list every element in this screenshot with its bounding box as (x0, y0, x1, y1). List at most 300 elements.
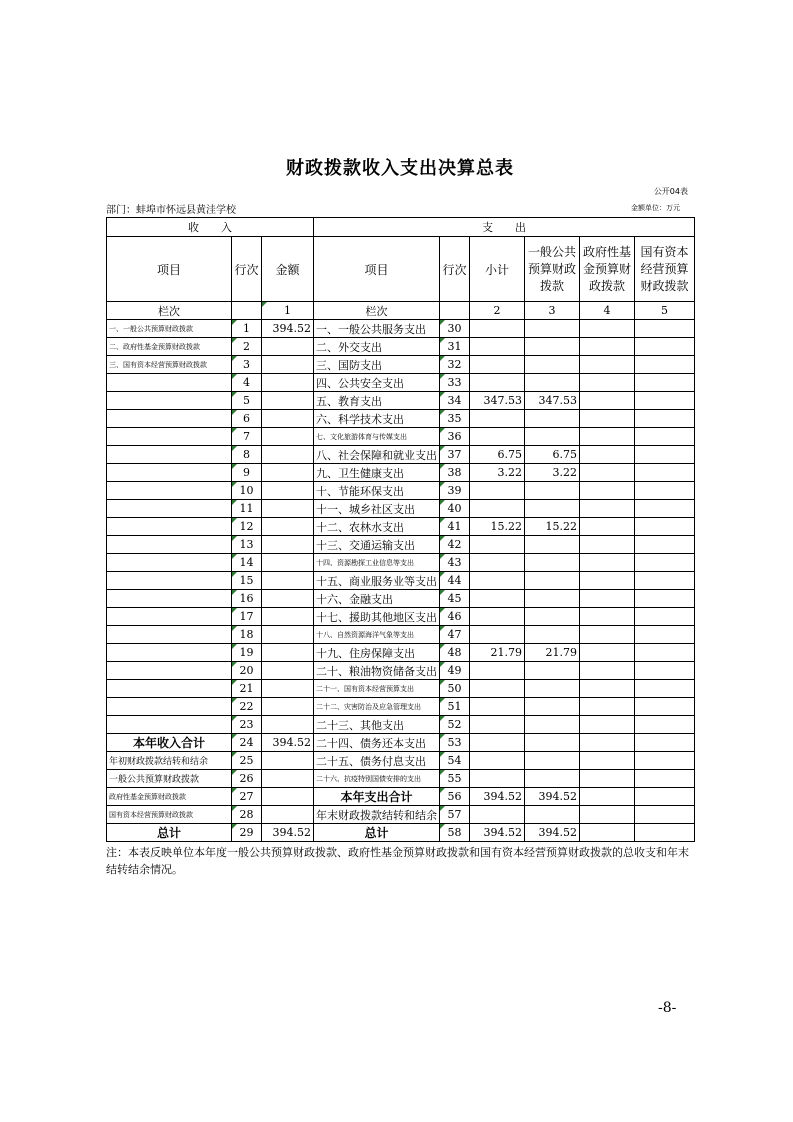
meta-row (106, 199, 694, 217)
table-row (107, 680, 695, 698)
general-budget-cell: 347.53 (525, 392, 580, 410)
state-capital-cell (635, 554, 695, 572)
income-row-no-header: 行次 (232, 237, 262, 302)
expense-row-no-cell: 56 (440, 788, 470, 806)
expense-row-no-cell: 50 (440, 680, 470, 698)
income-item-cell (107, 410, 232, 428)
table-row (107, 410, 695, 428)
state-capital-cell (635, 572, 695, 590)
table-row (107, 518, 695, 536)
income-amount-cell (262, 518, 314, 536)
colnum-2: 2 (470, 302, 525, 320)
income-amount-cell (262, 446, 314, 464)
income-amount-cell (262, 698, 314, 716)
state-capital-cell (635, 428, 695, 446)
income-item-cell: 本年收入合计 (107, 734, 232, 752)
state-capital-cell (635, 356, 695, 374)
expense-row-no-cell: 57 (440, 806, 470, 824)
subtotal-cell: 394.52 (470, 824, 525, 842)
state-capital-cell (635, 500, 695, 518)
state-capital-cell (635, 590, 695, 608)
expense-item-cell: 二十三、其他支出 (314, 716, 440, 734)
income-row-no-cell: 1 (232, 320, 262, 338)
income-row-no-cell: 10 (232, 482, 262, 500)
income-item-cell (107, 464, 232, 482)
general-budget-cell (525, 410, 580, 428)
table-row (107, 590, 695, 608)
gov-fund-cell (580, 554, 635, 572)
general-budget-cell (525, 482, 580, 500)
income-amount-cell (262, 572, 314, 590)
expense-item-cell: 二十一、国有资本经营预算支出 (314, 680, 440, 698)
subtotal-cell (470, 320, 525, 338)
general-budget-cell (525, 680, 580, 698)
expense-row-no-cell: 48 (440, 644, 470, 662)
income-item-cell (107, 536, 232, 554)
gov-fund-cell (580, 536, 635, 554)
expense-item-cell: 二十、粮油物资储备支出 (314, 662, 440, 680)
state-capital-cell (635, 338, 695, 356)
income-item-cell (107, 644, 232, 662)
expense-row-no-cell: 45 (440, 590, 470, 608)
income-item-cell: 总计 (107, 824, 232, 842)
income-row-no-cell: 22 (232, 698, 262, 716)
subtotal-cell (470, 356, 525, 374)
expense-item-cell: 十八、自然资源海洋气象等支出 (314, 626, 440, 644)
table-row (107, 608, 695, 626)
income-row-no-cell: 11 (232, 500, 262, 518)
subtotal-cell (470, 734, 525, 752)
table-row (107, 536, 695, 554)
subtotal-cell: 347.53 (470, 392, 525, 410)
income-item-cell: 年初财政拨款结转和结余 (107, 752, 232, 770)
state-capital-header: 国有资本经营预算财政拨款 (635, 237, 695, 302)
expense-item-cell: 十一、城乡社区支出 (314, 500, 440, 518)
income-amount-cell (262, 644, 314, 662)
income-item-cell (107, 608, 232, 626)
income-amount-cell (262, 590, 314, 608)
state-capital-cell (635, 752, 695, 770)
table-row (107, 482, 695, 500)
colnum-blank-2 (440, 302, 470, 320)
general-budget-cell: 21.79 (525, 644, 580, 662)
subtotal-cell (470, 752, 525, 770)
gov-fund-header: 政府性基金预算财政拨款 (580, 237, 635, 302)
gov-fund-cell (580, 410, 635, 428)
income-row-no-cell: 4 (232, 374, 262, 392)
state-capital-cell (635, 824, 695, 842)
colnum-4: 4 (580, 302, 635, 320)
table-row (107, 752, 695, 770)
income-item-cell: 政府性基金预算财政拨款 (107, 788, 232, 806)
expense-item-cell: 二十五、债务付息支出 (314, 752, 440, 770)
table-row (107, 392, 695, 410)
income-item-cell: 一、一般公共预算财政拨款 (107, 320, 232, 338)
colnum-5: 5 (635, 302, 695, 320)
income-row-no-cell: 15 (232, 572, 262, 590)
general-budget-cell (525, 662, 580, 680)
income-item-cell (107, 572, 232, 590)
income-item-cell: 二、政府性基金预算财政拨款 (107, 338, 232, 356)
expense-item-cell: 十六、金融支出 (314, 590, 440, 608)
general-budget-cell (525, 536, 580, 554)
table-note: 注：本表反映单位本年度一般公共预算财政拨款、政府性基金预算财政拨款和国有资本经营预算财政拨款的总收支和年末结转结余情况。 (106, 846, 689, 876)
general-budget-cell (525, 356, 580, 374)
income-item-cell (107, 698, 232, 716)
expense-row-no-cell: 36 (440, 428, 470, 446)
amount-unit-label: 金额单位：万元 (631, 204, 680, 212)
expense-row-no-cell: 49 (440, 662, 470, 680)
gov-fund-cell (580, 590, 635, 608)
income-amount-cell (262, 428, 314, 446)
gov-fund-cell (580, 644, 635, 662)
table-row (107, 446, 695, 464)
subtotal-cell: 6.75 (470, 446, 525, 464)
expense-row-no-cell: 38 (440, 464, 470, 482)
income-row-no-cell: 16 (232, 590, 262, 608)
expense-row-no-cell: 39 (440, 482, 470, 500)
state-capital-cell (635, 446, 695, 464)
gov-fund-cell (580, 716, 635, 734)
table-row (107, 320, 695, 338)
general-budget-cell (525, 608, 580, 626)
expense-row-no-cell: 41 (440, 518, 470, 536)
state-capital-cell (635, 716, 695, 734)
table-row (107, 428, 695, 446)
table-row (107, 770, 695, 788)
colnum-label: 栏次 (107, 302, 232, 320)
expense-section-header: 支 出 (314, 218, 695, 237)
income-row-no-cell: 20 (232, 662, 262, 680)
general-budget-cell: 15.22 (525, 518, 580, 536)
expense-item-cell: 二十二、灾害防治及应急管理支出 (314, 698, 440, 716)
page-number: -8- (658, 1000, 677, 1016)
general-budget-cell (525, 626, 580, 644)
expense-item-cell: 十、节能环保支出 (314, 482, 440, 500)
general-budget-header: 一般公共预算财政拨款 (525, 237, 580, 302)
expense-row-no-cell: 55 (440, 770, 470, 788)
general-budget-cell (525, 374, 580, 392)
general-budget-cell (525, 806, 580, 824)
general-budget-cell (525, 734, 580, 752)
column-header-row (107, 237, 695, 302)
income-item-cell (107, 518, 232, 536)
income-row-no-cell: 25 (232, 752, 262, 770)
expense-row-no-cell: 44 (440, 572, 470, 590)
table-row (107, 554, 695, 572)
colnum-label-2: 栏次 (314, 302, 440, 320)
gov-fund-cell (580, 572, 635, 590)
income-row-no-cell: 29 (232, 824, 262, 842)
general-budget-cell (525, 572, 580, 590)
general-budget-cell (525, 428, 580, 446)
subtotal-cell (470, 608, 525, 626)
general-budget-cell (525, 320, 580, 338)
expense-item-cell: 五、教育支出 (314, 392, 440, 410)
income-amount-cell (262, 392, 314, 410)
subtotal-cell: 21.79 (470, 644, 525, 662)
income-row-no-cell: 27 (232, 788, 262, 806)
state-capital-cell (635, 536, 695, 554)
report-sheet (106, 153, 694, 878)
general-budget-cell: 394.52 (525, 824, 580, 842)
gov-fund-cell (580, 392, 635, 410)
income-row-no-cell: 12 (232, 518, 262, 536)
income-row-no-cell: 5 (232, 392, 262, 410)
table-row (107, 824, 695, 842)
state-capital-cell (635, 392, 695, 410)
state-capital-cell (635, 626, 695, 644)
income-item-cell: 国有资本经营预算财政拨款 (107, 806, 232, 824)
expense-item-cell: 二、外交支出 (314, 338, 440, 356)
income-amount-cell (262, 464, 314, 482)
expense-item-cell: 九、卫生健康支出 (314, 464, 440, 482)
expense-item-cell: 十七、援助其他地区支出 (314, 608, 440, 626)
gov-fund-cell (580, 698, 635, 716)
expense-row-no-cell: 32 (440, 356, 470, 374)
state-capital-cell (635, 662, 695, 680)
state-capital-cell (635, 320, 695, 338)
income-item-cell: 一般公共预算财政拨款 (107, 770, 232, 788)
gov-fund-cell (580, 356, 635, 374)
income-amount-cell: 394.52 (262, 734, 314, 752)
state-capital-cell (635, 482, 695, 500)
state-capital-cell (635, 698, 695, 716)
table-row (107, 698, 695, 716)
income-row-no-cell: 13 (232, 536, 262, 554)
subtotal-cell (470, 572, 525, 590)
expense-row-no-cell: 51 (440, 698, 470, 716)
income-amount-header: 金额 (262, 237, 314, 302)
income-item-cell (107, 716, 232, 734)
income-item-cell (107, 428, 232, 446)
income-row-no-cell: 6 (232, 410, 262, 428)
income-row-no-cell: 8 (232, 446, 262, 464)
expense-item-header: 项目 (314, 237, 440, 302)
general-budget-cell (525, 554, 580, 572)
subtotal-cell (470, 536, 525, 554)
state-capital-cell (635, 806, 695, 824)
income-amount-cell (262, 806, 314, 824)
gov-fund-cell (580, 824, 635, 842)
income-amount-cell (262, 608, 314, 626)
gov-fund-cell (580, 752, 635, 770)
expense-item-cell: 总计 (314, 824, 440, 842)
expense-item-cell: 本年支出合计 (314, 788, 440, 806)
gov-fund-cell (580, 500, 635, 518)
settlement-table (106, 217, 695, 842)
subtotal-cell (470, 626, 525, 644)
general-budget-cell (525, 500, 580, 518)
expense-row-no-cell: 31 (440, 338, 470, 356)
general-budget-cell: 3.22 (525, 464, 580, 482)
gov-fund-cell (580, 734, 635, 752)
state-capital-cell (635, 608, 695, 626)
gov-fund-cell (580, 428, 635, 446)
income-row-no-cell: 9 (232, 464, 262, 482)
subtotal-cell (470, 590, 525, 608)
state-capital-cell (635, 410, 695, 428)
state-capital-cell (635, 464, 695, 482)
table-row (107, 572, 695, 590)
expense-item-cell: 十三、交通运输支出 (314, 536, 440, 554)
subtotal-cell (470, 410, 525, 428)
gov-fund-cell (580, 374, 635, 392)
subtotal-cell (470, 770, 525, 788)
state-capital-cell (635, 680, 695, 698)
subtotal-cell: 3.22 (470, 464, 525, 482)
expense-row-no-cell: 43 (440, 554, 470, 572)
expense-row-no-cell: 37 (440, 446, 470, 464)
table-row (107, 626, 695, 644)
expense-row-no-cell: 34 (440, 392, 470, 410)
gov-fund-cell (580, 770, 635, 788)
gov-fund-cell (580, 608, 635, 626)
expense-item-cell: 十五、商业服务业等支出 (314, 572, 440, 590)
gov-fund-cell (580, 662, 635, 680)
colnum-3: 3 (525, 302, 580, 320)
section-header-row (107, 218, 695, 237)
state-capital-cell (635, 518, 695, 536)
income-row-no-cell: 3 (232, 356, 262, 374)
gov-fund-cell (580, 626, 635, 644)
general-budget-cell: 394.52 (525, 788, 580, 806)
gov-fund-cell (580, 680, 635, 698)
table-row (107, 338, 695, 356)
income-row-no-cell: 21 (232, 680, 262, 698)
gov-fund-cell (580, 320, 635, 338)
income-item-cell (107, 554, 232, 572)
subtotal-cell (470, 374, 525, 392)
gov-fund-cell (580, 518, 635, 536)
gov-fund-cell (580, 464, 635, 482)
expense-item-cell: 二十四、债务还本支出 (314, 734, 440, 752)
general-budget-cell (525, 716, 580, 734)
table-row (107, 644, 695, 662)
income-item-cell (107, 662, 232, 680)
expense-row-no-header: 行次 (440, 237, 470, 302)
income-item-cell (107, 590, 232, 608)
subtotal-cell (470, 338, 525, 356)
subtotal-cell (470, 662, 525, 680)
subtotal-cell (470, 716, 525, 734)
subtotal-cell: 394.52 (470, 788, 525, 806)
income-row-no-cell: 19 (232, 644, 262, 662)
gov-fund-cell (580, 482, 635, 500)
general-budget-cell (525, 752, 580, 770)
subtotal-cell: 15.22 (470, 518, 525, 536)
expense-item-cell: 十二、农林水支出 (314, 518, 440, 536)
income-item-cell (107, 482, 232, 500)
expense-item-cell: 二十六、抗疫特别国债安排的支出 (314, 770, 440, 788)
income-row-no-cell: 26 (232, 770, 262, 788)
income-amount-cell (262, 482, 314, 500)
form-code: 公开04表 (653, 187, 688, 196)
table-row (107, 788, 695, 806)
expense-item-cell: 七、文化旅游体育与传媒支出 (314, 428, 440, 446)
general-budget-cell (525, 590, 580, 608)
income-amount-cell (262, 680, 314, 698)
income-row-no-cell: 24 (232, 734, 262, 752)
general-budget-cell (525, 338, 580, 356)
department-label: 部门：蚌埠市怀远县黄洼学校 (106, 205, 236, 216)
income-amount-cell (262, 770, 314, 788)
income-item-cell (107, 500, 232, 518)
state-capital-cell (635, 770, 695, 788)
expense-row-no-cell: 53 (440, 734, 470, 752)
expense-item-cell: 四、公共安全支出 (314, 374, 440, 392)
subtotal-cell (470, 554, 525, 572)
income-amount-cell (262, 500, 314, 518)
form-code-row (106, 185, 694, 199)
subtotal-cell (470, 680, 525, 698)
table-row (107, 734, 695, 752)
expense-item-cell: 八、社会保障和就业支出 (314, 446, 440, 464)
income-amount-cell (262, 716, 314, 734)
expense-row-no-cell: 30 (440, 320, 470, 338)
expense-row-no-cell: 42 (440, 536, 470, 554)
expense-row-no-cell: 35 (440, 410, 470, 428)
income-row-no-cell: 2 (232, 338, 262, 356)
income-item-cell (107, 680, 232, 698)
income-amount-cell (262, 626, 314, 644)
income-amount-cell: 394.52 (262, 320, 314, 338)
income-amount-cell (262, 338, 314, 356)
income-amount-cell (262, 536, 314, 554)
table-row (107, 500, 695, 518)
income-amount-cell (262, 374, 314, 392)
gov-fund-cell (580, 788, 635, 806)
income-row-no-cell: 23 (232, 716, 262, 734)
income-row-no-cell: 18 (232, 626, 262, 644)
income-item-cell (107, 374, 232, 392)
table-row (107, 806, 695, 824)
income-amount-cell (262, 788, 314, 806)
expense-row-no-cell: 33 (440, 374, 470, 392)
expense-row-no-cell: 47 (440, 626, 470, 644)
income-item-cell (107, 626, 232, 644)
income-item-cell: 三、国有资本经营预算财政拨款 (107, 356, 232, 374)
colnum-1: 1 (262, 302, 314, 320)
expense-item-cell: 十四、资源勘探工业信息等支出 (314, 554, 440, 572)
expense-row-no-cell: 40 (440, 500, 470, 518)
expense-item-cell: 三、国防支出 (314, 356, 440, 374)
gov-fund-cell (580, 446, 635, 464)
income-item-cell (107, 446, 232, 464)
report-title: 财政拨款收入支出决算总表 (286, 158, 514, 179)
income-amount-cell (262, 554, 314, 572)
gov-fund-cell (580, 806, 635, 824)
table-row (107, 464, 695, 482)
gov-fund-cell (580, 338, 635, 356)
column-number-row (107, 302, 695, 320)
income-amount-cell (262, 356, 314, 374)
expense-row-no-cell: 54 (440, 752, 470, 770)
expense-row-no-cell: 46 (440, 608, 470, 626)
income-amount-cell (262, 752, 314, 770)
state-capital-cell (635, 374, 695, 392)
income-section-header: 收 入 (107, 218, 314, 237)
expense-row-no-cell: 52 (440, 716, 470, 734)
expense-item-cell: 十九、住房保障支出 (314, 644, 440, 662)
table-row (107, 374, 695, 392)
income-item-header: 项目 (107, 237, 232, 302)
general-budget-cell: 6.75 (525, 446, 580, 464)
general-budget-cell (525, 698, 580, 716)
subtotal-header: 小计 (470, 237, 525, 302)
income-amount-cell: 394.52 (262, 824, 314, 842)
income-row-no-cell: 7 (232, 428, 262, 446)
